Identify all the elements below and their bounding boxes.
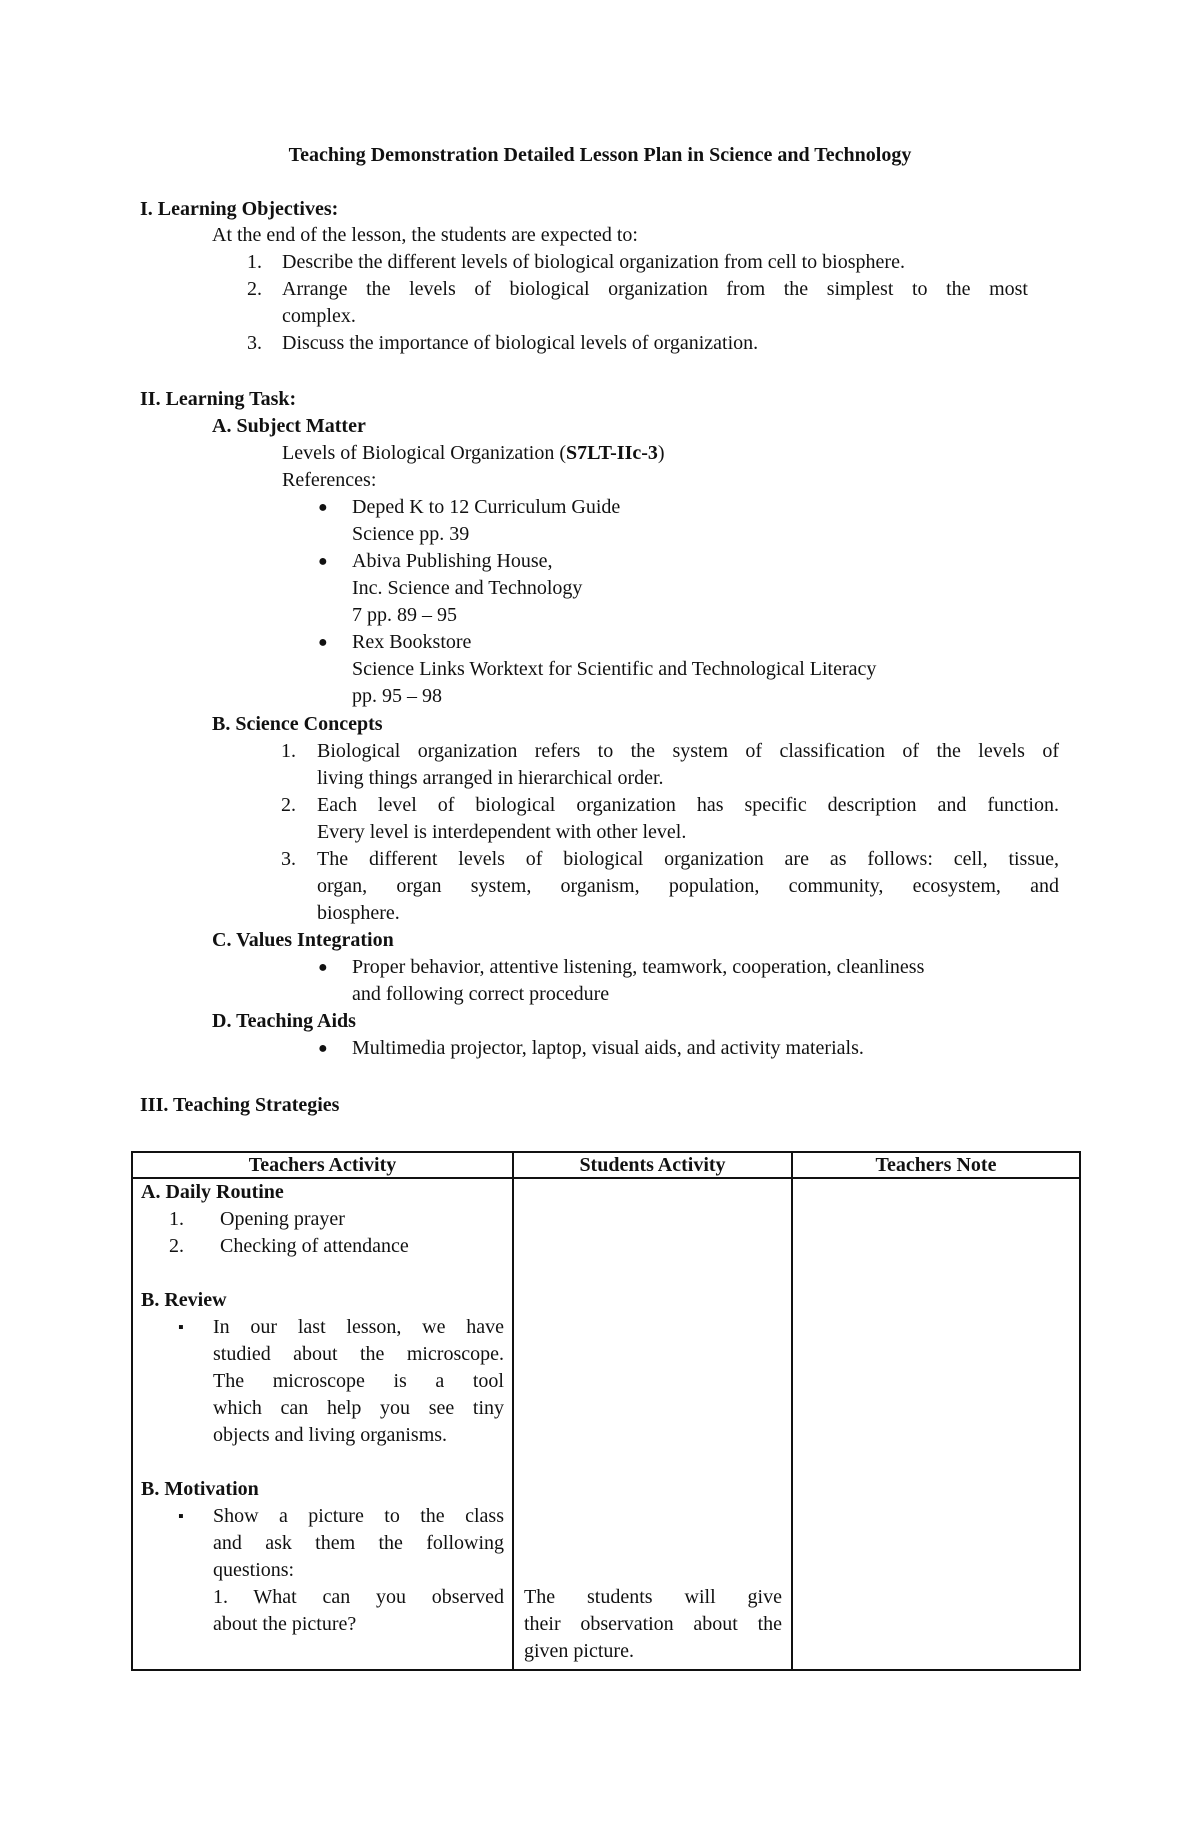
strategies-heading: III. Teaching Strategies (140, 1094, 340, 1116)
routine-number: 2. (169, 1235, 184, 1257)
subject-topic: Levels of Biological Organization (S7LT-IIc-3) (282, 442, 665, 464)
review-line: which can help you see tiny (213, 1397, 504, 1419)
competency-code: S7LT-IIc-3 (566, 442, 658, 464)
bullet-icon: ● (318, 553, 328, 570)
review-line: The microscope is a tool (213, 1370, 504, 1392)
objectives-intro: At the end of the lesson, the students are expected to: (212, 224, 638, 246)
objective-item: Describe the different levels of biological organization from cell to biosphere. (282, 251, 905, 273)
daily-routine-heading: A. Daily Routine (141, 1181, 284, 1203)
students-activity-cell (513, 1178, 792, 1670)
task-heading: II. Learning Task: (140, 388, 297, 410)
objective-item-continued: complex. (282, 305, 356, 327)
reference-line: Rex Bookstore (352, 631, 472, 653)
student-response-line: given picture. (524, 1640, 634, 1662)
concept-line: Each level of biological organization has specific description and function. (317, 794, 1059, 816)
objective-item: Discuss the importance of biological levels of organization. (282, 332, 759, 354)
review-line: In our last lesson, we have (213, 1316, 504, 1338)
column-header: Teachers Activity (132, 1152, 513, 1178)
science-concepts-heading: B. Science Concepts (212, 713, 383, 735)
objectives-heading: I. Learning Objectives: (140, 198, 339, 220)
column-header: Students Activity (513, 1152, 792, 1178)
values-line: and following correct procedure (352, 983, 610, 1005)
motivation-heading: B. Motivation (141, 1478, 259, 1500)
references-label: References: (282, 469, 377, 491)
reference-line: Abiva Publishing House, (352, 550, 553, 572)
concept-number: 1. (281, 740, 296, 762)
concept-line: biosphere. (317, 902, 400, 924)
table-row (132, 1178, 1080, 1670)
concept-number: 2. (281, 794, 296, 816)
teachers-activity-cell (132, 1178, 513, 1670)
student-response-line: The students will give (524, 1586, 782, 1608)
bullet-icon: ● (318, 634, 328, 651)
reference-line: pp. 95 – 98 (352, 685, 442, 707)
concept-line: living things arranged in hierarchical order. (317, 767, 664, 789)
reference-line: 7 pp. 89 – 95 (352, 604, 457, 626)
review-heading: B. Review (141, 1289, 227, 1311)
reference-line: Science pp. 39 (352, 523, 470, 545)
document-title: Teaching Demonstration Detailed Lesson Plan in Science and Technology (288, 144, 912, 166)
routine-item: Checking of attendance (220, 1235, 409, 1257)
subject-matter-heading: A. Subject Matter (212, 415, 366, 437)
student-response-line: their observation about the (524, 1613, 782, 1635)
table-header-row (132, 1152, 1080, 1178)
motivation-question: about the picture? (213, 1613, 357, 1635)
values-heading: C. Values Integration (212, 929, 394, 951)
motivation-line: and ask them the following (213, 1532, 504, 1554)
routine-number: 1. (169, 1208, 184, 1230)
concept-line: Biological organization refers to the system of classification of the levels of (317, 740, 1059, 762)
review-line: objects and living organisms. (213, 1424, 448, 1446)
column-header: Teachers Note (792, 1152, 1080, 1178)
values-line: Proper behavior, attentive listening, teamwork, cooperation, cleanliness (352, 956, 925, 978)
concept-line: Every level is interdependent with other level. (317, 821, 687, 843)
reference-line: Inc. Science and Technology (352, 577, 583, 599)
concept-line: organ, organ system, organism, population, community, ecosystem, and (317, 875, 1059, 897)
reference-line: Science Links Worktext for Scientific and Technological Literacy (352, 658, 877, 680)
motivation-question: 1. What can you observed (213, 1586, 504, 1608)
motivation-line: questions: (213, 1559, 295, 1581)
objective-number: 2. (247, 278, 262, 300)
review-line: studied about the microscope. (213, 1343, 504, 1365)
bullet-icon: ● (318, 959, 328, 976)
concept-number: 3. (281, 848, 296, 870)
bullet-icon: ● (318, 1040, 328, 1057)
square-bullet-icon: ▪ (178, 1319, 184, 1336)
reference-line: Deped K to 12 Curriculum Guide (352, 496, 621, 518)
teaching-aids-line: Multimedia projector, laptop, visual aids, and activity materials. (352, 1037, 864, 1059)
motivation-line: Show a picture to the class (213, 1505, 504, 1527)
concept-line: The different levels of biological organization are as follows: cell, tissue, (317, 848, 1059, 870)
objective-item: Arrange the levels of biological organization from the simplest to the most (282, 278, 1028, 300)
strategies-table (131, 1151, 1081, 1671)
teaching-aids-heading: D. Teaching Aids (212, 1010, 356, 1032)
routine-item: Opening prayer (220, 1208, 345, 1230)
objective-number: 1. (247, 251, 262, 273)
bullet-icon: ● (318, 499, 328, 516)
objective-number: 3. (247, 332, 262, 354)
square-bullet-icon: ▪ (178, 1508, 184, 1525)
teachers-note-cell (792, 1178, 1080, 1670)
